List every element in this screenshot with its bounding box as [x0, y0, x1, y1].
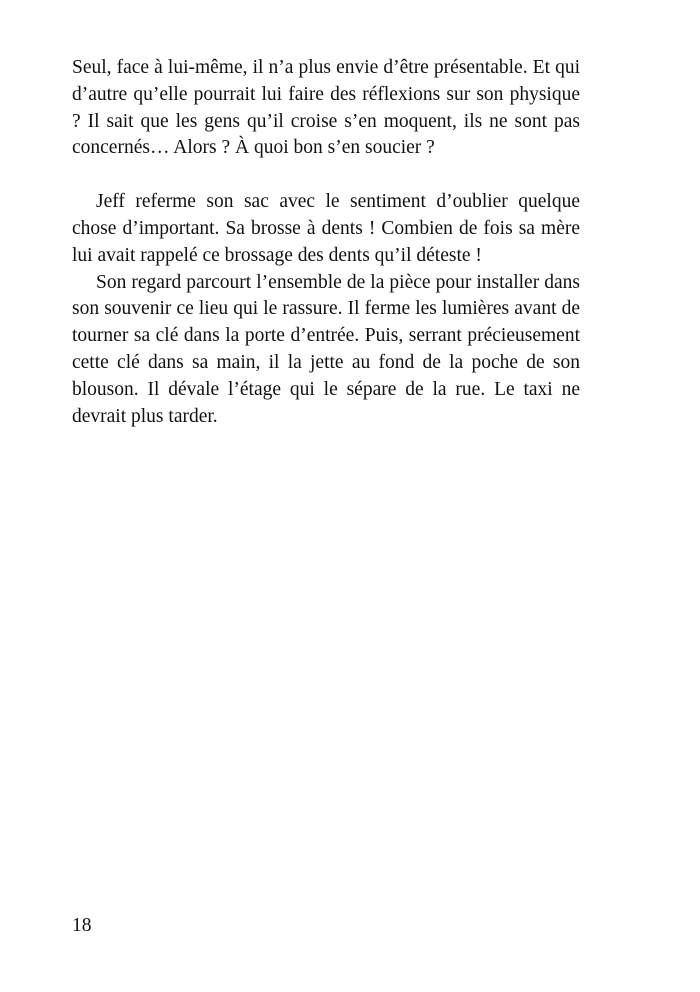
page-number: 18 — [72, 915, 92, 936]
paragraph-1: Seul, face à lui-même, il n’a plus envie d’être présentable. Et qui d’autre qu’elle pourrait lui faire des réflexions sur son physique ? Il sait que les gens qu’il croise s’en moquent, ils ne sont pas concernés… Alors ? À quoi bon s’en soucier ? — [72, 57, 580, 159]
paragraph-2: Jeff referme son sac avec le sentiment d’oublier quelque chose d’important. Sa brosse à dents ! Combien de fois sa mère lui avait rappelé ce brossage des dents qu’il déteste ! — [72, 191, 580, 266]
section-break — [72, 162, 580, 189]
page-body — [72, 55, 580, 430]
paragraph-3: Son regard parcourt l’ensemble de la pièce pour installer dans son souvenir ce lieu qui le rassure. Il ferme les lumières avant de tourner sa clé dans la porte d’entrée. Puis, serrant précieusement cette clé dans sa main, il la jette au fond de la poche de son blouson. Il dévale l’étage qui le sépare de la rue. Le taxi ne devrait plus tarder. — [72, 271, 580, 427]
